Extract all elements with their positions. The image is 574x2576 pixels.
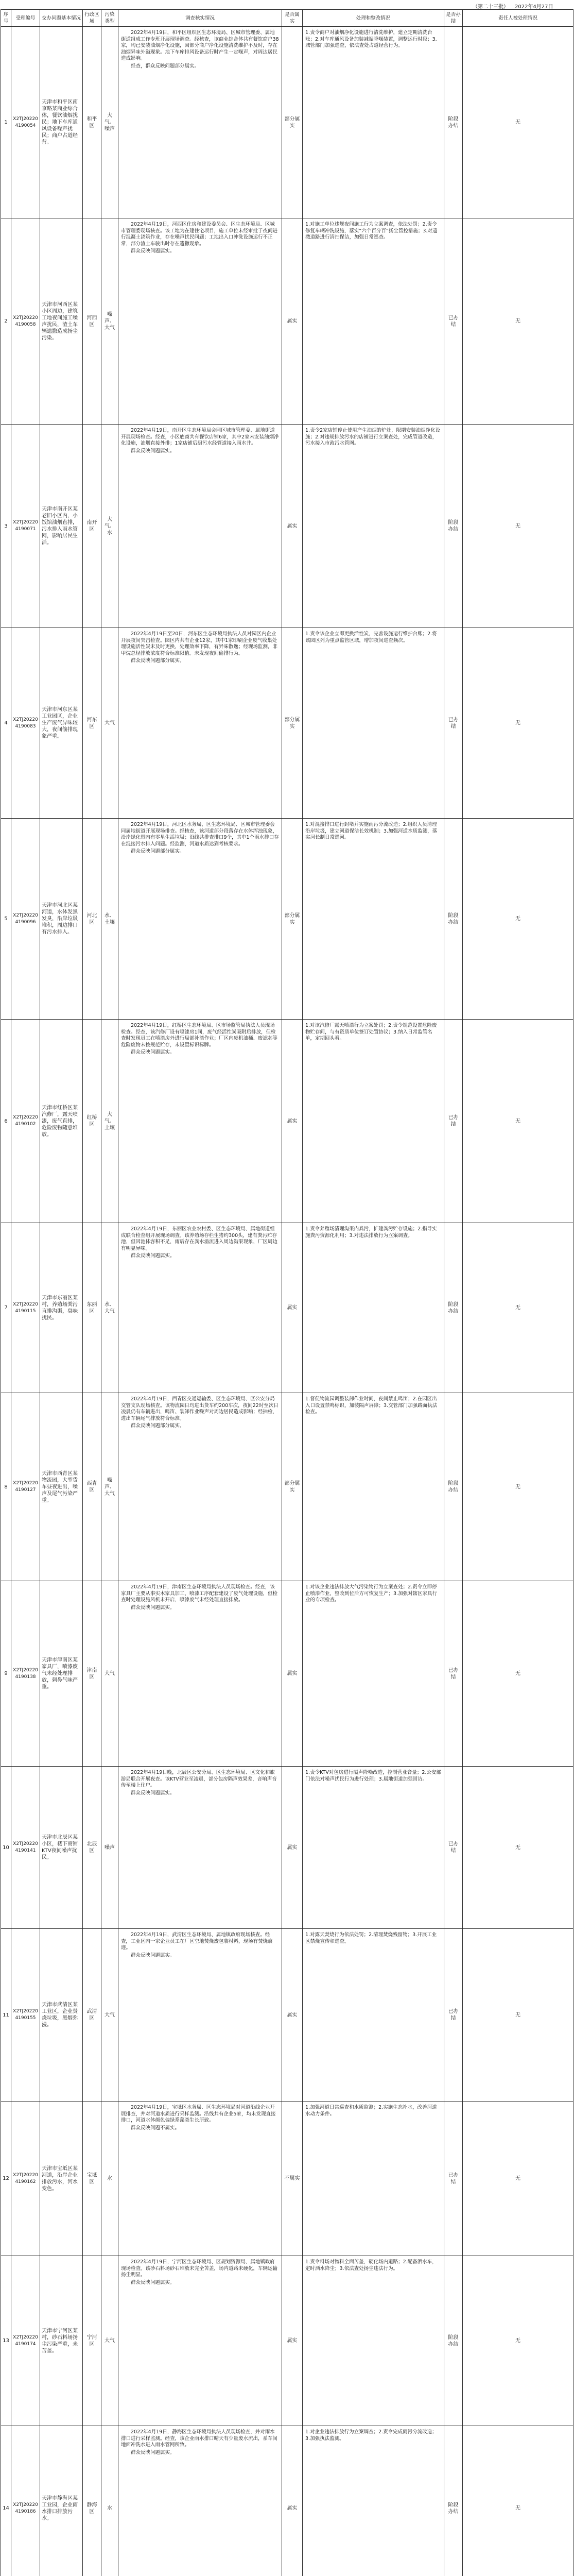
done-cell: 已办结 bbox=[444, 1581, 463, 1767]
region-cell: 北辰区 bbox=[83, 1767, 101, 1929]
row-number: 14 bbox=[1, 2426, 11, 2576]
complaint-id: X2TJ202204190155 bbox=[11, 1929, 40, 2102]
accountability-cell: 无 bbox=[463, 628, 573, 819]
facts-paragraph: 群众反映问题属实。 bbox=[131, 448, 175, 454]
accountability-cell: 无 bbox=[463, 1020, 573, 1223]
facts-cell bbox=[118, 1020, 282, 1223]
accountability-cell: 无 bbox=[463, 2256, 573, 2426]
row-number: 12 bbox=[1, 2102, 11, 2256]
row-number: 5 bbox=[1, 819, 11, 1020]
facts-cell bbox=[118, 1223, 282, 1393]
region-cell: 武清区 bbox=[83, 1929, 101, 2102]
done-cell: 阶段办结 bbox=[444, 819, 463, 1020]
table-row bbox=[1, 1393, 573, 1581]
facts-paragraph: 群众反映问题属实。 bbox=[131, 248, 175, 255]
col-verdict: 是否属实 bbox=[282, 10, 303, 27]
facts-paragraph: 2022年4月19日，津南区生态环境局执法人员现场检查。经查，该家具厂主要从事实木家具加工，喷漆工序配套建设了废气处理设施，但检查时处理设施风机未开启，喷漆废气未经处理直接排放。 bbox=[121, 1584, 278, 1603]
done-cell: 阶段办结 bbox=[444, 2256, 463, 2426]
table-row bbox=[1, 425, 573, 628]
facts-paragraph: 2022年4月19日晚，北辰区公安分局、区生态环境局、区文化和旅游局联合开展夜查。该KTV营业至凌晨，部分包房隔声效果差，音响声音传至楼上住户。 bbox=[121, 1770, 277, 1789]
table-row bbox=[1, 2426, 573, 2576]
region-cell: 和平区 bbox=[83, 27, 101, 218]
facts-paragraph: 群众反映问题属实。 bbox=[131, 1604, 175, 1611]
col-problem: 交办问题基本情况 bbox=[40, 10, 83, 27]
col-type: 污染类型 bbox=[101, 10, 118, 27]
facts-cell bbox=[118, 2426, 282, 2576]
row-number: 3 bbox=[1, 425, 11, 628]
complaint-id: X2TJ202204190102 bbox=[11, 1020, 40, 1223]
facts-paragraph: 群众反映问题属实。 bbox=[131, 1790, 175, 1796]
measures-cell: 1.责令料场对物料全面苫盖，硬化场内道路；2.配备洒水车，定时洒水降尘；3.依法查处扬尘违法行为。 bbox=[303, 2256, 444, 2426]
verdict-cell: 属实 bbox=[282, 1581, 303, 1767]
facts-paragraph: 群众反映问题属实。 bbox=[131, 1253, 175, 1259]
accountability-cell: 无 bbox=[463, 425, 573, 628]
facts-paragraph: 2022年4月19日，宁河区生态环境局、区规划资源局、属地镇政府现场检查。该砂石料场砂石堆放未完全苫盖，场内道路未硬化，车辆运输扬尘明显。 bbox=[121, 2259, 278, 2278]
verdict-cell: 属实 bbox=[282, 1020, 303, 1223]
measures-cell: 1.责令商户对油烟净化设施进行清洗维护，建立定期清洗台账；2.对车库通风设备加装减振降噪装置，调整运行时段；3.城管部门加强巡查，依法查处占道经营行为。 bbox=[303, 27, 444, 218]
verdict-cell: 属实 bbox=[282, 1929, 303, 2102]
facts-paragraph: 2022年4月19日，宝坻区水务局、区生态环境局对河道沿线企业开展排查，并对河道水质进行采样监测。沿线共有企业5家，均未发现直接排口，河道水体颜色偏绿系藻类生长所致。 bbox=[121, 2105, 276, 2124]
problem-cell: 天津市东丽区某村，养殖场粪污直排沟渠，臭味扰民。 bbox=[40, 1223, 83, 1393]
col-done: 是否办结 bbox=[444, 10, 463, 27]
region-cell: 津南区 bbox=[83, 1581, 101, 1767]
table-row bbox=[1, 819, 573, 1020]
measures-cell: 1.对企业违法排放行为立案调查；2.责令完成雨污分流改造；3.加强执法监测。 bbox=[303, 2426, 444, 2576]
done-cell: 已办结 bbox=[444, 1929, 463, 2102]
row-number: 1 bbox=[1, 27, 11, 218]
facts-cell bbox=[118, 1929, 282, 2102]
accountability-cell: 无 bbox=[463, 819, 573, 1020]
problem-cell: 天津市和平区南京路某商业综合体，餐饮油烟扰民；地下车库通风设备噪声扰民；商户占道经营。 bbox=[40, 27, 83, 218]
complaint-table bbox=[1, 9, 573, 2576]
accountability-cell: 无 bbox=[463, 2426, 573, 2576]
measures-cell: 1.对露天焚烧行为依法处罚；2.清理焚烧残留物；3.开展工业区禁烧宣传和巡查。 bbox=[303, 1929, 444, 2102]
pollution-type-cell: 大气 bbox=[101, 1929, 118, 2102]
facts-paragraph: 2022年4月19日，东丽区农业农村委、区生态环境局、属地街道组成联合检查组开展现场调查。该养殖场存栏生猪约300头，建有粪污贮存池，但因池体容积不足，雨后存在粪水溢流进入周边沟渠现象，厂区周边有明显异味。 bbox=[121, 1226, 278, 1251]
pollution-type-cell: 大气、水 bbox=[101, 425, 118, 628]
header-row bbox=[1, 10, 573, 27]
complaint-id: X2TJ202204190083 bbox=[11, 628, 40, 819]
problem-cell: 天津市河西区某小区周边，建筑工地夜间施工噪声扰民，渣土车辆遗撒造成扬尘污染。 bbox=[40, 218, 83, 425]
table-row bbox=[1, 1767, 573, 1929]
facts-paragraph: 群众反映问题属实。 bbox=[131, 2279, 175, 2285]
pollution-type-cell: 噪声、大气 bbox=[101, 218, 118, 425]
problem-cell: 天津市南开区某老旧小区内，小饭馆油烟直排，污水排入雨水管网，影响居民生活。 bbox=[40, 425, 83, 628]
measures-cell: 1.责令2家店铺停止使用产生油烟的炉灶，限期安装油烟净化设施；2.对违规排放污水的店铺进行立案查处，完成管道改造，污水接入市政污水管网。 bbox=[303, 425, 444, 628]
measures-cell: 1.对施工单位违规夜间施工行为立案调查，依法处罚；2.责令修复车辆冲洗设施，落实“六个百分百”扬尘管控措施；3.对遗撒道路进行清扫保洁，加强日常巡查。 bbox=[303, 218, 444, 425]
pollution-type-cell: 水 bbox=[101, 2102, 118, 2256]
facts-paragraph: 群众反映问题属实。 bbox=[131, 1952, 175, 1958]
region-cell: 河北区 bbox=[83, 819, 101, 1020]
done-cell: 已办结 bbox=[444, 1020, 463, 1223]
problem-cell: 天津市河北区某河道，水体发黑发臭，沿岸垃圾堆积，周边排口有污水排入。 bbox=[40, 819, 83, 1020]
pollution-type-cell: 大气 bbox=[101, 628, 118, 819]
pollution-type-cell: 大气 bbox=[101, 2256, 118, 2426]
col-region: 行政区域 bbox=[83, 10, 101, 27]
table-row bbox=[1, 1020, 573, 1223]
verdict-cell: 部分属实 bbox=[282, 819, 303, 1020]
measures-cell: 1.责令该企业立即更换活性炭，完善设施运行维护台账；2.将该园区列为重点监管区域，增加夜间巡查频次。 bbox=[303, 628, 444, 819]
measures-cell: 1.加强河道日常巡查和水质监测；2.实施生态补水，改善河道水动力条件。 bbox=[303, 2102, 444, 2256]
row-number: 10 bbox=[1, 1767, 11, 1929]
done-cell: 已办结 bbox=[444, 628, 463, 819]
table-row bbox=[1, 1223, 573, 1393]
table-row bbox=[1, 2102, 573, 2256]
pollution-type-cell: 水 bbox=[101, 2426, 118, 2576]
facts-cell bbox=[118, 27, 282, 218]
date-label: 2022年4月27日 bbox=[515, 4, 553, 10]
verdict-cell: 部分属实 bbox=[282, 1393, 303, 1581]
table-row bbox=[1, 27, 573, 218]
problem-cell: 天津市北辰区某小区，楼下商铺KTV夜间噪声扰民。 bbox=[40, 1767, 83, 1929]
verdict-cell: 属实 bbox=[282, 218, 303, 425]
complaint-id: X2TJ202204190138 bbox=[11, 1581, 40, 1767]
region-cell: 宝坻区 bbox=[83, 2102, 101, 2256]
accountability-cell: 无 bbox=[463, 1223, 573, 1393]
facts-cell bbox=[118, 1393, 282, 1581]
facts-paragraph: 2022年4月19日，静海区生态环境局执法人员现场检查，并对雨水排口进行采样监测。经查，该企业雨水排口晴天有少量废水流出，系车间地面冲洗水进入雨水管网所致。 bbox=[121, 2429, 278, 2448]
done-cell: 阶段办结 bbox=[444, 27, 463, 218]
col-facts: 调查核实情况 bbox=[118, 10, 282, 27]
region-cell: 河东区 bbox=[83, 628, 101, 819]
facts-paragraph: 2022年4月19日，和平区组织区生态环境局、区城市管理委、属地街道组成工作专班开展现场调查。经核查，该商业综合体共有餐饮商户38家，均已安装油烟净化设施，因部分商户净化设施清洗维护不及时，存在油烟异味外溢现象。地下车库排风设备运行时产生一定噪声，对周边居民造成影响。 bbox=[121, 30, 279, 62]
verdict-cell: 不属实 bbox=[282, 2102, 303, 2256]
complaint-id: X2TJ202204190174 bbox=[11, 2256, 40, 2426]
problem-cell: 天津市静海区某工业园，企业雨水排口排放污水。 bbox=[40, 2426, 83, 2576]
region-cell: 南开区 bbox=[83, 425, 101, 628]
facts-cell bbox=[118, 218, 282, 425]
verdict-cell: 属实 bbox=[282, 1767, 303, 1929]
problem-cell: 天津市津南区某家具厂，喷漆废气未经处理排放，刺鼻气味严重。 bbox=[40, 1581, 83, 1767]
done-cell: 阶段办结 bbox=[444, 1393, 463, 1581]
row-number: 13 bbox=[1, 2256, 11, 2426]
measures-cell: 1.对该企业违法排放大气污染物行为立案查处；2.责令立即停止喷漆作业，整改到位后方可恢复生产；3.加强对辖区家具行业的专项检查。 bbox=[303, 1581, 444, 1767]
facts-paragraph: 2022年4月19日，西青区交通运输委、区生态环境局、区公安分局交管支队现场核查。该物流园日均进出货车约200车次，夜间22时至次日凌晨仍有车辆进出，鸣笛、装卸作业噪声对周边居民造成影响；经抽检，进出车辆尾气排放符合标准。 bbox=[121, 1396, 279, 1421]
facts-paragraph: 2022年4月19日，河西区住房和建设委员会、区生态环境局、区城市管理委现场核查。该工地为在建住宅项目，施工单位未经审批于夜间进行混凝土浇筑作业，存在噪声扰民问题；工地出入口冲洗设施运行不正常，部分渣土车驶出时存在遗撒现象。 bbox=[121, 222, 278, 247]
facts-cell bbox=[118, 628, 282, 819]
pollution-type-cell: 水、大气 bbox=[101, 1223, 118, 1393]
table-row bbox=[1, 218, 573, 425]
row-number: 11 bbox=[1, 1929, 11, 2102]
row-number: 7 bbox=[1, 1223, 11, 1393]
accountability-cell: 无 bbox=[463, 1581, 573, 1767]
complaint-id: X2TJ202204190141 bbox=[11, 1767, 40, 1929]
region-cell: 红桥区 bbox=[83, 1020, 101, 1223]
facts-paragraph: 经查，群众反映问题部分属实。 bbox=[131, 63, 200, 69]
facts-paragraph: 群众反映问题部分属实。 bbox=[131, 658, 185, 664]
row-number: 4 bbox=[1, 628, 11, 819]
facts-cell bbox=[118, 425, 282, 628]
facts-cell bbox=[118, 819, 282, 1020]
facts-paragraph: 群众反映问题部分属实。 bbox=[131, 1423, 185, 1429]
done-cell: 已办结 bbox=[444, 218, 463, 425]
pollution-type-cell: 噪声 bbox=[101, 1767, 118, 1929]
problem-cell: 天津市西青区某物流园，大型货车昼夜进出，噪声及尾气污染严重。 bbox=[40, 1393, 83, 1581]
verdict-cell: 属实 bbox=[282, 2256, 303, 2426]
facts-paragraph: 群众反映问题属实。 bbox=[131, 1049, 175, 1056]
complaint-id: X2TJ202204190127 bbox=[11, 1393, 40, 1581]
measures-cell: 1.责令KTV对包房进行隔声降噪改造，控制营业音量；2.公安部门依法对噪声扰民行为进行处理；3.属地街道加强回访。 bbox=[303, 1767, 444, 1929]
table-row bbox=[1, 1581, 573, 1767]
facts-paragraph: 2022年4月19日，河北区水务局、区生态环境局、区城市管理委会同属地街道开展现场排查。经核查，该河道部分段落存在水体浑浊现象，沿岸绿化带内有零星生活垃圾；沿线共排查排口9个，其中1个雨水排口存在混接污水排入问题。经监测，河道水质达到考核要求。 bbox=[121, 822, 279, 847]
table-row bbox=[1, 2256, 573, 2426]
pollution-type-cell: 大气、土壤 bbox=[101, 1020, 118, 1223]
done-cell: 阶段办结 bbox=[444, 1223, 463, 1393]
facts-cell bbox=[118, 2102, 282, 2256]
problem-cell: 天津市宁河区某村，砂石料场扬尘污染严重，未苫盖。 bbox=[40, 2256, 83, 2426]
pollution-type-cell: 大气、噪声 bbox=[101, 27, 118, 218]
row-number: 9 bbox=[1, 1581, 11, 1767]
done-cell: 已办结 bbox=[444, 1767, 463, 1929]
pollution-type-cell: 大气 bbox=[101, 1581, 118, 1767]
col-accountability: 责任人被处理情况 bbox=[463, 10, 573, 27]
done-cell: 已办结 bbox=[444, 2102, 463, 2256]
region-cell: 静海区 bbox=[83, 2426, 101, 2576]
table-row bbox=[1, 628, 573, 819]
complaint-id: X2TJ202204190096 bbox=[11, 819, 40, 1020]
problem-cell: 天津市宝坻区某河道，沿岸企业排放污水，河水变色。 bbox=[40, 2102, 83, 2256]
row-number: 8 bbox=[1, 1393, 11, 1581]
row-number: 2 bbox=[1, 218, 11, 425]
complaint-id: X2TJ202204190054 bbox=[11, 27, 40, 218]
region-cell: 河西区 bbox=[83, 218, 101, 425]
measures-cell: 1.对该汽修厂露天喷漆行为立案处罚；2.责令规范设置危险废物贮存间，与有资质单位签订处置协议；3.纳入日常监管名单，定期回头看。 bbox=[303, 1020, 444, 1223]
problem-cell: 天津市红桥区某汽修厂，露天喷漆，废气直排，危险废物随意堆放。 bbox=[40, 1020, 83, 1223]
facts-paragraph: 群众反映问题不属实。 bbox=[131, 2125, 180, 2131]
accountability-cell: 无 bbox=[463, 1929, 573, 2102]
verdict-cell: 部分属实 bbox=[282, 628, 303, 819]
col-measures: 处理和整改情况 bbox=[303, 10, 444, 27]
verdict-cell: 属实 bbox=[282, 1223, 303, 1393]
accountability-cell: 无 bbox=[463, 218, 573, 425]
measures-cell: 1.责令养殖场清理沟渠内粪污，扩建粪污贮存设施；2.指导实施粪污资源化利用；3.对违法排放行为立案调查。 bbox=[303, 1223, 444, 1393]
accountability-cell: 无 bbox=[463, 27, 573, 218]
region-cell: 西青区 bbox=[83, 1393, 101, 1581]
measures-cell: 1.对混接排口进行封堵并实施雨污分流改造；2.组织人员清理沿岸垃圾，建立河道保洁长效机制；3.加强河道水质监测，落实河长制日常巡河。 bbox=[303, 819, 444, 1020]
facts-paragraph: 2022年4月19日，南开区生态环境局会同区城市管理委、属地街道开展现场检查。经查，小区底商共有餐饮店铺6家，其中2家未安装油烟净化设施，油烟直接外排；1家店铺后厨污水经管道接入雨水井。 bbox=[121, 428, 279, 447]
facts-cell bbox=[118, 2256, 282, 2426]
accountability-cell: 无 bbox=[463, 2102, 573, 2256]
done-cell: 阶段办结 bbox=[444, 425, 463, 628]
facts-paragraph: 2022年4月19日，武清区生态环境局、属地镇政府现场核查。经查，工业区内一家企业员工在厂区空地焚烧废包装材料，现场有焚烧痕迹。 bbox=[121, 1932, 273, 1951]
measures-cell: 1.督促物流园调整装卸作业时间，夜间禁止鸣笛；2.在园区出入口设置禁鸣标识，加装隔声屏障；3.交管部门加强路面执法检查。 bbox=[303, 1393, 444, 1581]
verdict-cell: 属实 bbox=[282, 2426, 303, 2576]
facts-cell bbox=[118, 1767, 282, 1929]
facts-paragraph: 2022年4月19日至20日，河东区生态环境局执法人员对园区内企业开展夜间突击检查。园区内共有企业12家，其中1家印刷企业废气收集处理设施活性炭未及时更换，处理效率下降，有异味散逸；经现场监测，非甲烷总烃排放浓度符合标准限值。未发现夜间偷排行为。 bbox=[121, 631, 278, 656]
complaint-id: X2TJ202204190186 bbox=[11, 2426, 40, 2576]
region-cell: 东丽区 bbox=[83, 1223, 101, 1393]
complaint-id: X2TJ202204190058 bbox=[11, 218, 40, 425]
facts-cell bbox=[118, 1581, 282, 1767]
batch-label: （第二十三批） bbox=[473, 4, 509, 10]
facts-paragraph: 群众反映问题部分属实。 bbox=[131, 849, 185, 855]
problem-cell: 天津市武清区某工业区，企业焚烧垃圾，黑烟弥漫。 bbox=[40, 1929, 83, 2102]
pollution-type-cell: 水、土壤 bbox=[101, 819, 118, 1020]
problem-cell: 天津市河东区某工业园区，企业生产废气异味较大，夜间偷排现象严重。 bbox=[40, 628, 83, 819]
col-num: 序号 bbox=[1, 10, 11, 27]
verdict-cell: 属实 bbox=[282, 425, 303, 628]
complaint-id: X2TJ202204190162 bbox=[11, 2102, 40, 2256]
done-cell: 阶段办结 bbox=[444, 2426, 463, 2576]
accountability-cell: 无 bbox=[463, 1393, 573, 1581]
complaint-id: X2TJ202204190115 bbox=[11, 1223, 40, 1393]
facts-paragraph: 群众反映问题属实。 bbox=[131, 2449, 175, 2455]
accountability-cell: 无 bbox=[463, 1767, 573, 1929]
facts-paragraph: 2022年4月19日，红桥区生态环境局、区市场监管局执法人员现场检查。经查，该汽修厂设有喷漆房1间，废气经活性炭吸附后排放，但检查时发现员工在喷漆房外进行局部补漆作业；厂区内废机油桶、废滤芯等危险废物未按规范贮存，未设置标识标牌。 bbox=[121, 1023, 278, 1048]
col-id: 受理编号 bbox=[11, 10, 40, 27]
verdict-cell: 部分属实 bbox=[282, 27, 303, 218]
table-row bbox=[1, 1929, 573, 2102]
pollution-type-cell: 噪声、大气 bbox=[101, 1393, 118, 1581]
complaint-id: X2TJ202204190071 bbox=[11, 425, 40, 628]
row-number: 6 bbox=[1, 1020, 11, 1223]
region-cell: 宁河区 bbox=[83, 2256, 101, 2426]
